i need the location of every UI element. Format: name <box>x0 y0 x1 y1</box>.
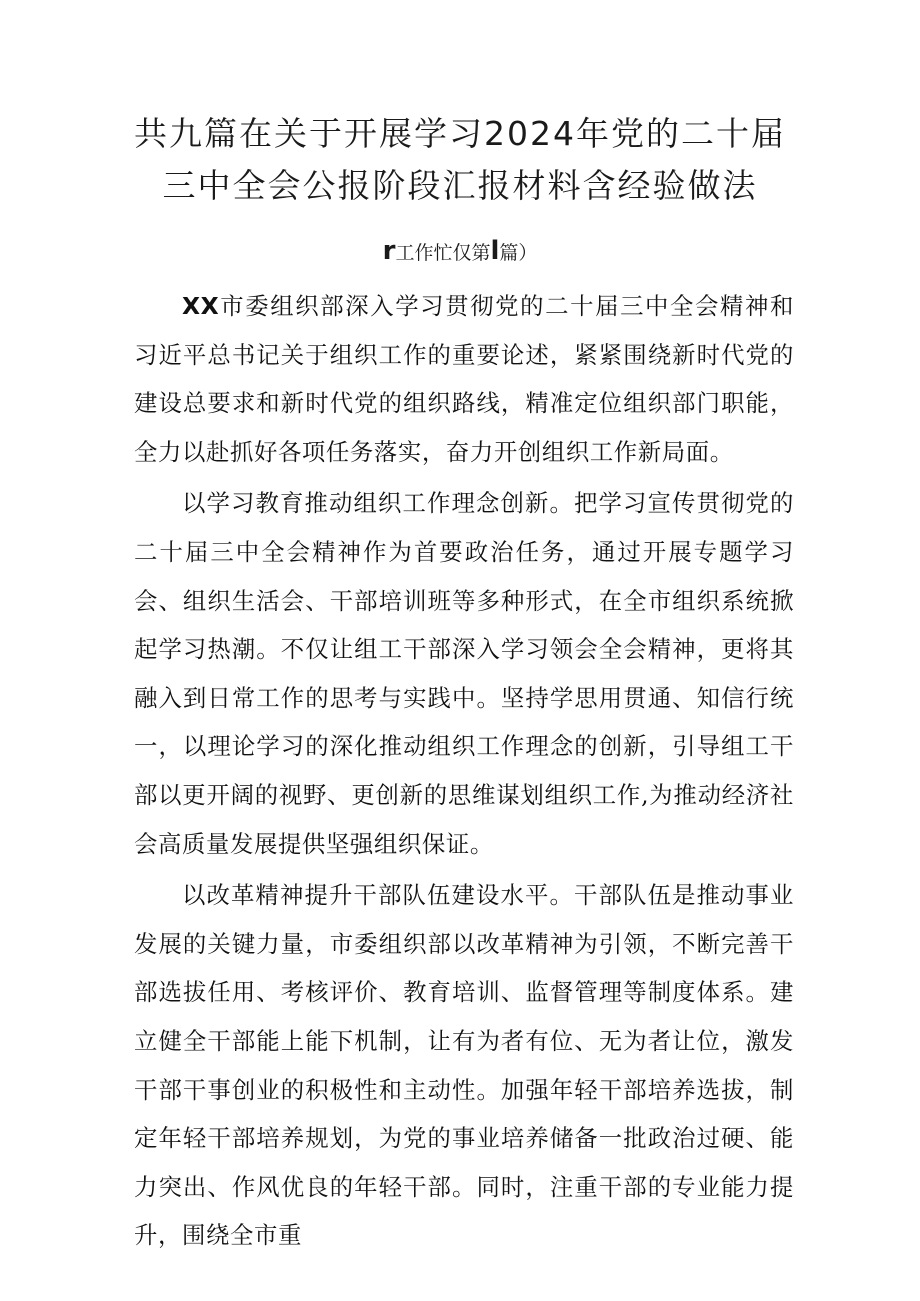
document-title-line-1: 共九篇在关于开展学习2024年党的二十届 <box>134 114 786 153</box>
paragraph-text: 市委组织部深入学习贯彻党的二十届三中全会精神和习近平总书记关于组织工作的重要论述，紧紧围绕新时代党的建设总要求和新时代党的组织路线，精准定位组织部门职能，全力以赴抓好各项任务落实，奋力开创组织工作新局面。 <box>134 292 794 466</box>
subtitle-text: 工作忙仅第 <box>395 242 491 264</box>
subtitle-open-glyph: r <box>382 236 396 266</box>
paragraph-text: 以学习教育推动组织工作理念创新。把学习宣传贯彻党的二十届三中全会精神作为首要政治任务，通过开展专题学习会、组织生活会、干部培训班等多种形式，在全市组织系统掀起学习热潮。不仅让组工干部深入学习领会全会精神，更将其融入到日常工作的思考与实践中。坚持学思用贯通、知信行统一，以理论学习的深化推动组织工作理念的创新，引导组工干部以更开阔的视野、更创新的思维谋划组织工作,为推动经济社会高质量发展提供坚强组织保证。 <box>134 489 794 858</box>
paragraph-lead: XX <box>182 292 220 320</box>
subtitle-close: 篇） <box>499 242 538 264</box>
paragraph <box>134 871 794 1260</box>
document-subtitle <box>0 236 920 266</box>
paragraph <box>134 479 794 868</box>
document-title-line-2: 三中全会公报阶段汇报材料含经验做法 <box>162 166 758 205</box>
subtitle-bar-glyph: l <box>490 236 500 266</box>
paragraph <box>134 282 794 476</box>
paragraph-text: 以改革精神提升干部队伍建设水平。干部队伍是推动事业发展的关键力量，市委组织部以改革精神为引领，不断完善干部选拔任用、考核评价、教育培训、监督管理等制度体系。建立健全干部能上能下机制，让有为者有位、无为者让位，激发干部干事创业的积极性和主动性。加强年轻干部培养选拔，制定年轻干部培养规划，为党的事业培养储备一批政治过硬、能力突出、作风优良的年轻干部。同时，注重干部的专业能力提升，围绕全市重 <box>134 881 794 1250</box>
document-body <box>134 282 794 1263</box>
